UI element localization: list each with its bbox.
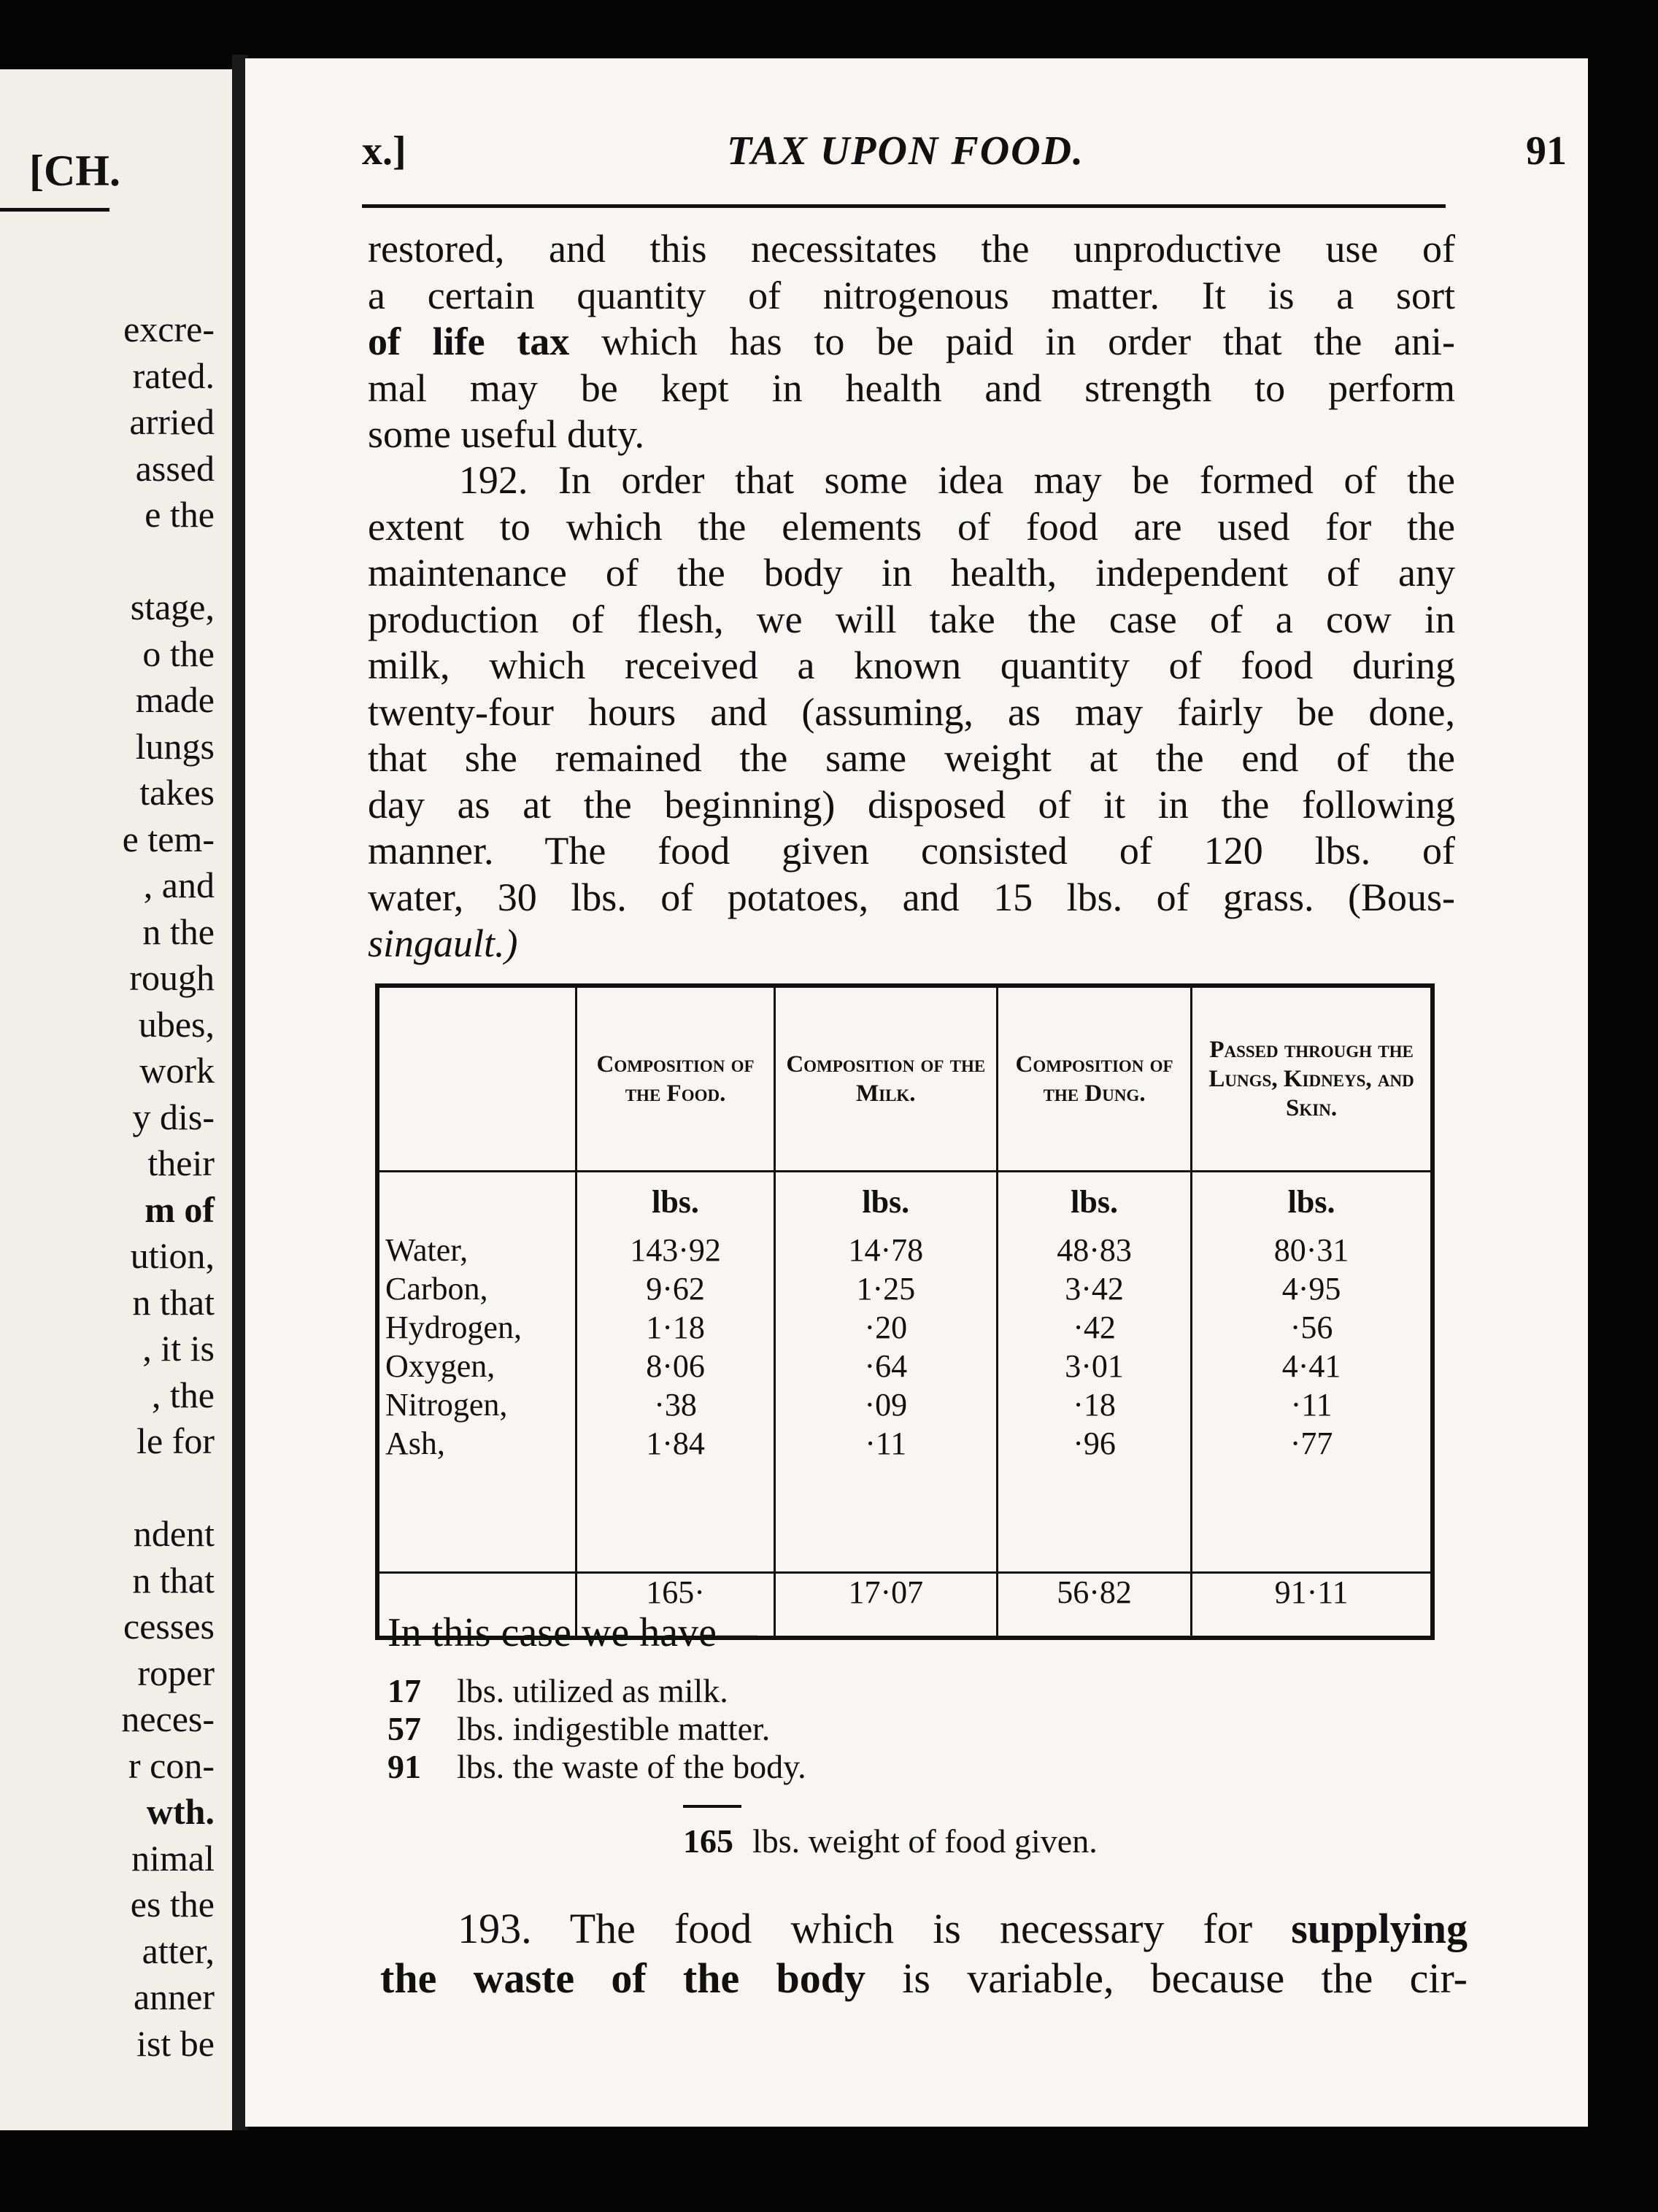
summary-item (387, 1710, 770, 1748)
table-cell: ·11 (1290, 1387, 1333, 1423)
table-cell: 4·95 (1281, 1271, 1341, 1307)
unit-cell: lbs. (577, 1172, 774, 1231)
unit-cell: lbs. (997, 1172, 1191, 1231)
text-span: The food which is necessary for (569, 1905, 1253, 1952)
left-text-line: n that (132, 1281, 215, 1323)
left-text-line: wth. (146, 1791, 215, 1832)
left-text-line: takes (139, 772, 215, 813)
unit-blank (377, 1172, 577, 1231)
paragraph-193 (380, 1904, 1468, 2003)
left-text-line: es the (130, 1884, 215, 1925)
left-page-header: [CH. (29, 147, 120, 195)
table-cell: 3·01 (1065, 1348, 1124, 1384)
left-text-line: roper (137, 1652, 215, 1693)
table-cell: ·09 (864, 1387, 908, 1423)
left-text-line: arried (129, 401, 215, 442)
left-text-line: le for (136, 1420, 215, 1461)
running-title: TAX UPON FOOD. (727, 128, 1085, 174)
left-text-line (121, 538, 215, 585)
left-text-line: rough (129, 957, 215, 998)
left-text-line: , and (143, 865, 215, 905)
left-facing-page (0, 69, 232, 2130)
table-cell: ·96 (1073, 1426, 1116, 1461)
left-text-line: lungs (135, 725, 215, 767)
column-header: Composition of the Food. (577, 986, 774, 1172)
left-page-text (121, 306, 215, 2067)
table-cell: ·77 (1289, 1426, 1333, 1461)
column-header: Composition of the Milk. (774, 986, 997, 1172)
left-text-line: made (135, 679, 215, 720)
summary-item (387, 1672, 728, 1710)
total-cell: 17·07 (774, 1573, 997, 1639)
milk-values (774, 1231, 997, 1573)
summary-text: lbs. indigestible matter. (457, 1710, 771, 1747)
row-labels (377, 1231, 577, 1573)
text-line: mal may be kept in health and strength to perform (368, 366, 1455, 410)
table-cell: ·38 (654, 1387, 697, 1423)
left-text-line: atter, (142, 1930, 215, 1971)
composition-table (375, 983, 1435, 1640)
table-cell: 1·25 (856, 1271, 916, 1307)
left-text-line: y dis- (132, 1096, 215, 1137)
table-cell: 14·78 (848, 1232, 924, 1268)
summary-number: 17 (387, 1672, 421, 1709)
summary-number: 57 (387, 1710, 421, 1747)
unit-cell: lbs. (1192, 1172, 1433, 1231)
left-text-line: nimal (131, 1837, 215, 1879)
page-number: 91 (1526, 128, 1567, 174)
left-text-line: rated. (132, 355, 215, 396)
paragraph-192 (368, 457, 1455, 967)
summary-number: 91 (387, 1748, 421, 1785)
left-text-line: m of (144, 1188, 215, 1230)
row-label: Ash, (385, 1426, 445, 1461)
text-span: which has to be paid in order that the ani- (601, 320, 1455, 363)
bold-phrase: the waste of the body (380, 1954, 866, 2002)
left-text-line: , it is (142, 1328, 215, 1369)
table-cell: ·56 (1289, 1310, 1333, 1345)
left-header-rule (0, 208, 109, 212)
text-line (368, 457, 1455, 504)
summary-rule (683, 1805, 741, 1808)
unit-row (377, 1172, 1433, 1231)
row-label: Oxygen, (385, 1348, 496, 1384)
text-line: manner. The food given consisted of 120 lbs. of (368, 829, 1455, 873)
text-line: a certain quantity of nitrogenous matter. It is a sort (368, 273, 1455, 317)
table-cell: 9·62 (646, 1271, 705, 1307)
table-cell: 3·42 (1065, 1271, 1124, 1307)
summary-item (387, 1748, 806, 1786)
column-header: Composition of the Dung. (997, 986, 1191, 1172)
table-cell: 1·18 (646, 1310, 705, 1345)
text-line: singault.) (368, 921, 518, 965)
row-label: Hydrogen, (385, 1310, 522, 1345)
total-cell: 165· (577, 1573, 774, 1639)
table-cell: 143·92 (630, 1232, 721, 1268)
left-text-line: r con- (128, 1744, 215, 1786)
left-text-line: e the (144, 494, 215, 535)
paragraph-number: 193. (458, 1905, 532, 1952)
left-text-line: excre- (123, 309, 215, 349)
table-corner (377, 986, 577, 1172)
table-header-row (377, 986, 1433, 1172)
left-text-line: stage, (130, 587, 215, 627)
left-text-line: n that (132, 1559, 215, 1601)
table-cell: ·42 (1073, 1310, 1116, 1345)
text-line: production of flesh, we will take the case of a cow in (368, 597, 1455, 641)
summary-number: 165 (683, 1822, 733, 1860)
running-head (362, 128, 1588, 186)
lungs-values (1192, 1231, 1433, 1573)
text-line: water, 30 lbs. of potatoes, and 15 lbs. of grass. (Bous- (368, 875, 1455, 919)
left-text-line: their (147, 1142, 215, 1183)
table-cell: ·64 (864, 1348, 908, 1384)
paragraph-continued (368, 226, 1455, 458)
text-line: restored, and this necessitates the unproductive use of (368, 227, 1455, 271)
paragraph-number: 192. (458, 458, 528, 502)
table-cell: 80·31 (1273, 1232, 1349, 1268)
text-span: In order that some idea may be formed of the (558, 458, 1456, 502)
left-text-line: assed (135, 447, 215, 489)
text-line (368, 319, 1455, 366)
text-line (380, 1904, 1468, 1954)
text-line (380, 1954, 1468, 2003)
left-text-line: work (139, 1050, 215, 1091)
text-line: milk, which received a known quantity of food during (368, 643, 1455, 687)
table-body (377, 1231, 1433, 1573)
left-text-line: e tem- (122, 818, 215, 859)
table-cell: ·18 (1073, 1387, 1116, 1423)
text-line: that she remained the same weight at the end of the (368, 736, 1455, 780)
row-label: Carbon, (385, 1271, 488, 1307)
text-line: day as at the beginning) disposed of it in the following (368, 782, 1455, 827)
left-text-line: ndent (133, 1513, 215, 1554)
left-text-line: neces- (121, 1698, 215, 1739)
chapter-marker: x.] (362, 128, 406, 174)
left-text-line: o the (142, 633, 215, 674)
table-cell: ·11 (865, 1426, 907, 1461)
left-text-line: n the (142, 910, 215, 952)
table-cell: 1·84 (646, 1426, 705, 1461)
total-cell: 56·82 (997, 1573, 1191, 1639)
left-text-line (121, 1465, 215, 1512)
table-cell: 8·06 (646, 1348, 705, 1384)
right-page (245, 58, 1588, 2127)
header-rule (362, 204, 1446, 208)
left-text-line: ution, (130, 1235, 215, 1276)
summary-text: lbs. weight of food given. (752, 1822, 1098, 1860)
unit-cell: lbs. (774, 1172, 997, 1231)
row-label: Water, (385, 1232, 469, 1268)
table-cell: ·20 (864, 1310, 908, 1345)
table-cell: 4·41 (1281, 1348, 1341, 1384)
column-header: Passed through the Lungs, Kidneys, and Skin. (1192, 986, 1433, 1172)
left-text-line: ist be (136, 2022, 215, 2064)
left-text-line: ubes, (138, 1003, 215, 1045)
text-line: maintenance of the body in health, independent of any (368, 551, 1455, 595)
left-text-line: anner (133, 1976, 215, 2017)
total-cell: 91·11 (1192, 1573, 1433, 1639)
left-text-line: , the (151, 1374, 215, 1415)
dung-values (997, 1231, 1191, 1573)
row-label: Nitrogen, (385, 1387, 508, 1423)
food-values (577, 1231, 774, 1573)
text-span: is variable, because the cir- (902, 1954, 1468, 2002)
summary-text: lbs. the waste of the body. (457, 1748, 806, 1785)
bold-phrase: supplying (1291, 1905, 1468, 1952)
bold-phrase-life-tax: of life tax (368, 320, 570, 363)
summary-text: lbs. utilized as milk. (457, 1672, 728, 1709)
summary-intro: In this case we have— (387, 1610, 757, 1655)
text-line: twenty-four hours and (assuming, as may fairly be done, (368, 689, 1455, 734)
left-text-line: cesses (123, 1606, 215, 1647)
text-line: extent to which the elements of food are used for the (368, 504, 1455, 549)
table-cell: 48·83 (1057, 1232, 1132, 1268)
summary-total (683, 1822, 1098, 1860)
text-line: some useful duty. (368, 412, 644, 456)
